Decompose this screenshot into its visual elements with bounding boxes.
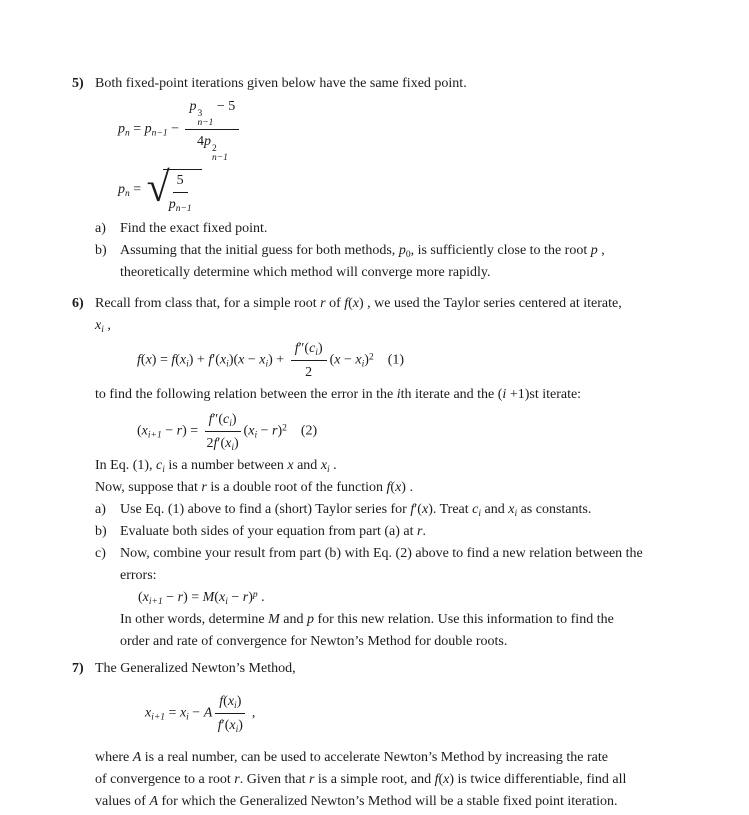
- math-token: f: [410, 502, 415, 517]
- equation-2-error-relation: $(x_{i+1} - r)$ = $\frac{f''(c_i)}{2f'(x_i)}$ $(x_i - r)^2$ (2): [137, 412, 318, 453]
- math-token: r: [271, 423, 278, 439]
- subscript: i+1: [147, 430, 162, 441]
- problem-7-number: 7): [72, 661, 84, 676]
- superscript: p: [252, 590, 258, 600]
- problem-5: [72, 73, 743, 284]
- math-token: f: [219, 694, 224, 709]
- problem-7-body: [95, 658, 743, 813]
- radical-sign: √: [146, 165, 170, 211]
- equation-generalized-newton: $x_{i+1} = x_i - A$ $\frac{f(x_i)}{f'(x_i)}$ ,: [145, 694, 256, 735]
- subscript: i+1: [148, 597, 163, 607]
- sup-sub-stack: [212, 145, 228, 162]
- subscript: i: [478, 509, 481, 519]
- subscript: n−1: [211, 152, 228, 163]
- math-token: x: [227, 694, 235, 709]
- equation-error-power-relation: $(x_{i+1} - r) = M(x_i - r)^p$ .: [138, 590, 265, 607]
- math-token: M: [268, 612, 280, 627]
- superscript: 2: [211, 144, 217, 154]
- item-6b: [95, 521, 743, 543]
- problem-5-intro: Both fixed-point iterations given below have the same fixed point.: [95, 76, 467, 91]
- math-token: x: [352, 296, 360, 311]
- problem-6-number: 6): [72, 296, 84, 311]
- math-token: r: [234, 772, 240, 787]
- problem-5-number: 5): [72, 76, 84, 91]
- subscript: i: [361, 359, 365, 370]
- item-6c-tail: In other words, determine M and p for this new relation. Use this information to find the order and rate of convergence for Newton’s Method for double roots.: [120, 612, 614, 649]
- math-token: p: [168, 197, 176, 212]
- math-token: A: [149, 794, 158, 809]
- math-token: c: [309, 341, 316, 356]
- math-token: p: [118, 121, 125, 137]
- subscript: i: [186, 712, 189, 723]
- item-6c-text: Now, combine your result from part (b) with Eq. (2) above to find a new relation between the errors:: [120, 546, 643, 583]
- fraction-numerator: $f''(c_i)$: [291, 339, 327, 361]
- subscript: i: [315, 348, 318, 358]
- math-token: x: [395, 480, 402, 495]
- math-token: f: [213, 436, 218, 451]
- item-6a-marker: a): [95, 502, 106, 517]
- math-token: f: [344, 296, 349, 311]
- subscript: 0: [405, 250, 411, 260]
- subscript: i+1: [151, 712, 166, 723]
- subscript: n: [125, 189, 130, 200]
- subscript: i: [101, 325, 104, 335]
- subscript: i: [226, 359, 229, 370]
- subscript: n−1: [197, 117, 214, 128]
- math-token: x: [218, 590, 226, 605]
- item-5a-text: Find the exact fixed point.: [120, 221, 268, 236]
- math-token: r: [417, 524, 423, 539]
- math-token: x: [508, 502, 515, 517]
- subscript: i: [231, 443, 234, 453]
- item-5b: [95, 240, 743, 284]
- item-6c: [95, 543, 743, 653]
- math-token: x: [238, 352, 245, 368]
- math-token: x: [141, 423, 148, 439]
- equation-1-taylor-series: $f(x) = f(x_i) + f'(x_i)(x - x_i)$ + $\frac{f''(c_i)}{2}$ $(x - x_i)^2$ (1): [137, 341, 405, 380]
- math-token: x: [248, 423, 255, 439]
- math-token: r: [242, 590, 249, 605]
- problem-6-intro: Recall from class that, for a simple root r of f(x) , we used the Taylor series centered at iterate, $x_i$ ,: [95, 296, 622, 335]
- equation-5-iteration-2: $p_n$ = √ $\frac{5}{p_{n-1}}$: [118, 166, 743, 214]
- math-token: x: [421, 502, 429, 517]
- item-6a: [95, 499, 743, 521]
- problem-7-text: where A is a real number, can be used to accelerate Newton’s Method by increasing the rate of convergence to a root r. Given that r is a simple root, and f(x) is twice differentiable, find all values of A for which the Generalized Newton’s Method will be a stable fixed point iteration.: [95, 750, 627, 809]
- math-token: x: [229, 718, 236, 733]
- problem-6: [72, 293, 743, 653]
- math-token: f: [386, 480, 391, 495]
- math-token: r: [176, 423, 183, 439]
- math-token: A: [132, 750, 142, 765]
- fraction: [205, 410, 241, 453]
- math-token: x: [443, 772, 450, 787]
- math-token: i: [502, 387, 507, 402]
- math-token: p: [203, 134, 211, 149]
- subscript: i: [225, 597, 228, 607]
- math-token: p: [307, 612, 315, 627]
- item-6a-text: Use Eq. (1) above to find a (short) Taylor series for f′(x). Treat $c_i$ and $x_i$ as constants.: [120, 502, 592, 519]
- item-5b-text: Assuming that the initial guess for both methods, $p_0$, is sufficiently close to the root p , theoretically determine which method will converge more rapidly.: [120, 243, 605, 280]
- subscript: i: [265, 359, 269, 370]
- math-token: f: [294, 341, 299, 356]
- item-6c-body: [120, 543, 743, 653]
- problem-7-intro: The Generalized Newton’s Method,: [95, 661, 296, 676]
- math-token: i: [396, 387, 401, 402]
- math-token: x: [225, 436, 232, 451]
- item-6c-marker: c): [95, 546, 106, 561]
- math-token: x: [142, 590, 149, 605]
- fraction-denominator: 2: [305, 365, 313, 380]
- subscript: i: [514, 509, 518, 519]
- problem-6-body: [95, 293, 743, 653]
- math-token: f: [137, 352, 141, 368]
- fraction-numerator: $f(x_i)$: [215, 692, 245, 714]
- math-token: r: [320, 296, 326, 311]
- math-token: f: [171, 352, 176, 368]
- item-6b-text: Evaluate both sides of your equation from part (a) at r.: [120, 524, 426, 539]
- fraction-denominator: $2f'(x_i)$: [206, 436, 239, 453]
- math-token: x: [355, 352, 362, 368]
- problem-5-body: [95, 73, 743, 284]
- subscript: n−1: [151, 128, 168, 139]
- fraction-denominator: $f'(x_i)$: [217, 718, 243, 735]
- subscript: i: [234, 701, 237, 711]
- subscript: i: [162, 465, 165, 475]
- math-token: p: [144, 121, 152, 137]
- math-token: x: [145, 352, 152, 368]
- math-token: r: [308, 772, 315, 787]
- math-token: p: [590, 243, 598, 258]
- item-5b-marker: b): [95, 243, 107, 258]
- math-token: f: [208, 412, 213, 427]
- fraction: [185, 97, 239, 162]
- superscript: 2: [282, 423, 287, 434]
- subscript: i: [254, 430, 258, 441]
- superscript: 2: [368, 352, 374, 363]
- subscript: i: [186, 359, 189, 370]
- sup-sub-stack: [197, 110, 213, 127]
- fraction-numerator: $f''(c_i)$: [205, 410, 241, 432]
- math-token: c: [223, 412, 230, 427]
- math-token: x: [95, 318, 102, 333]
- math-token: f: [217, 718, 222, 733]
- problem-6-note1: In Eq. (1), $c_i$ is a number between x and $x_i$ .: [95, 458, 337, 475]
- math-token: x: [219, 352, 227, 368]
- subscript: n−1: [175, 204, 192, 214]
- subscript: n: [125, 128, 130, 139]
- math-token: x: [287, 458, 294, 473]
- math-token: p: [398, 243, 406, 258]
- fraction-numerator: p 3 n−1 − 5: [185, 97, 239, 130]
- item-5a: [95, 218, 743, 240]
- math-token: r: [177, 590, 184, 605]
- math-token: x: [334, 352, 341, 368]
- fraction: [291, 339, 327, 382]
- math-token: x: [259, 352, 266, 368]
- math-token: M: [202, 590, 215, 605]
- math-token: p: [118, 182, 125, 198]
- subscript: i: [327, 465, 330, 475]
- math-token: f: [208, 352, 213, 368]
- superscript: 3: [197, 109, 203, 119]
- math-token: c: [156, 458, 163, 473]
- math-token: p: [189, 99, 197, 114]
- fraction-denominator: 4p 2 n−1: [196, 134, 228, 163]
- math-token: x: [320, 458, 328, 473]
- problem-6-between: to find the following relation between the error in the ith iterate and the (i +1)st iterate:: [95, 387, 582, 402]
- subscript: i: [229, 419, 232, 429]
- math-token: x: [179, 705, 187, 721]
- math-token: x: [145, 705, 152, 721]
- item-5a-marker: a): [95, 221, 106, 236]
- math-token: A: [203, 705, 213, 721]
- equation-5-iteration-1: $p_n = p_{n-1}$ − p 3 n−1 − 5 4p 2 n−1: [118, 97, 743, 162]
- subscript: i: [235, 725, 239, 735]
- math-token: r: [201, 480, 207, 495]
- math-token: f: [434, 772, 439, 787]
- problem-6-note2: Now, suppose that r is a double root of the function f(x) .: [95, 480, 413, 495]
- fraction: [215, 692, 245, 735]
- math-token: c: [472, 502, 479, 517]
- problem-7: [72, 658, 743, 813]
- fraction: [169, 171, 192, 214]
- radical: [147, 166, 202, 214]
- fraction-denominator: [169, 193, 192, 214]
- math-token: x: [179, 352, 187, 368]
- fraction-numerator: 5: [173, 171, 188, 193]
- item-6b-marker: b): [95, 524, 107, 539]
